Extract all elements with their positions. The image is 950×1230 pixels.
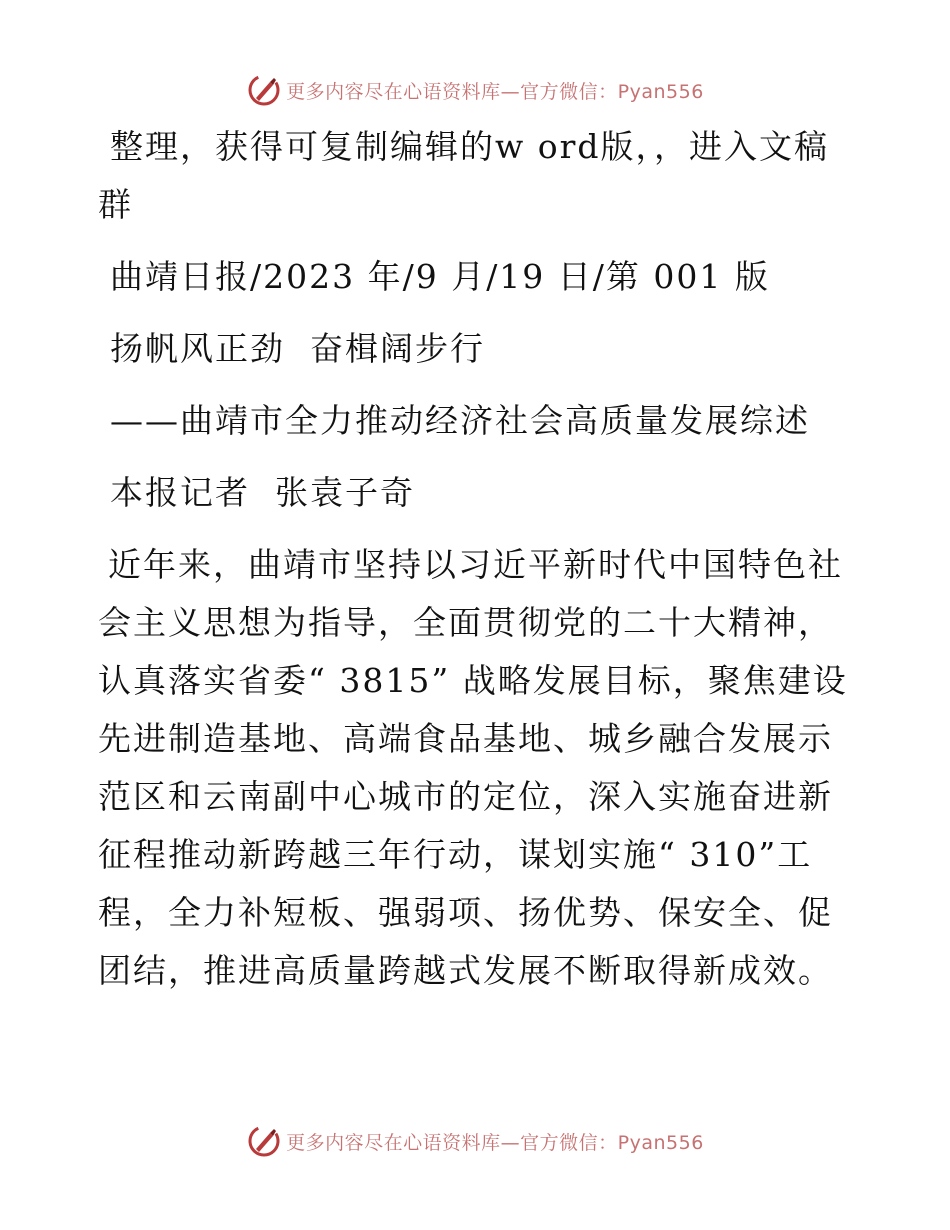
article-paragraph: 近年来，曲靖市坚持以习近平新时代中国特色社会主义思想为指导，全面贯彻党的二十大精神，认真落实省委“ 3815” 战略发展目标，聚焦建设先进制造基地、高端食品基地、城乡融合发展示范区和云南副中心城市的定位，深入实施奋进新征程推动新跨越三年行动，谋划实施“ 310”工程，全力补短板、强弱项、扬优势、保安全、促团结，推进高质量跨越式发展不断取得新成效。 — [98, 545, 848, 990]
document-body — [98, 118, 850, 1000]
header-watermark — [0, 70, 950, 110]
headline: 扬帆风正劲 奋楫阔步行 — [110, 329, 485, 368]
subheadline: ——曲靖市全力推动经济社会高质量发展综述 — [110, 401, 810, 440]
source-line: 曲靖日报/2023 年/9 月/19 日/第 001 版 — [110, 257, 770, 296]
intro-text: 整理，获得可复制编辑的w ord版，，进入文稿群 — [98, 127, 830, 224]
watermark-text: 更多内容尽在心语资料库—官方微信：Pyan556 — [286, 80, 704, 103]
watermark-text: 更多内容尽在心语资料库—官方微信：Pyan556 — [286, 1131, 704, 1154]
brush-seal-logo-icon — [246, 72, 282, 108]
byline: 本报记者 张袁子奇 — [110, 473, 415, 512]
brush-seal-logo-icon — [246, 1123, 282, 1159]
footer-watermark — [0, 1121, 950, 1161]
